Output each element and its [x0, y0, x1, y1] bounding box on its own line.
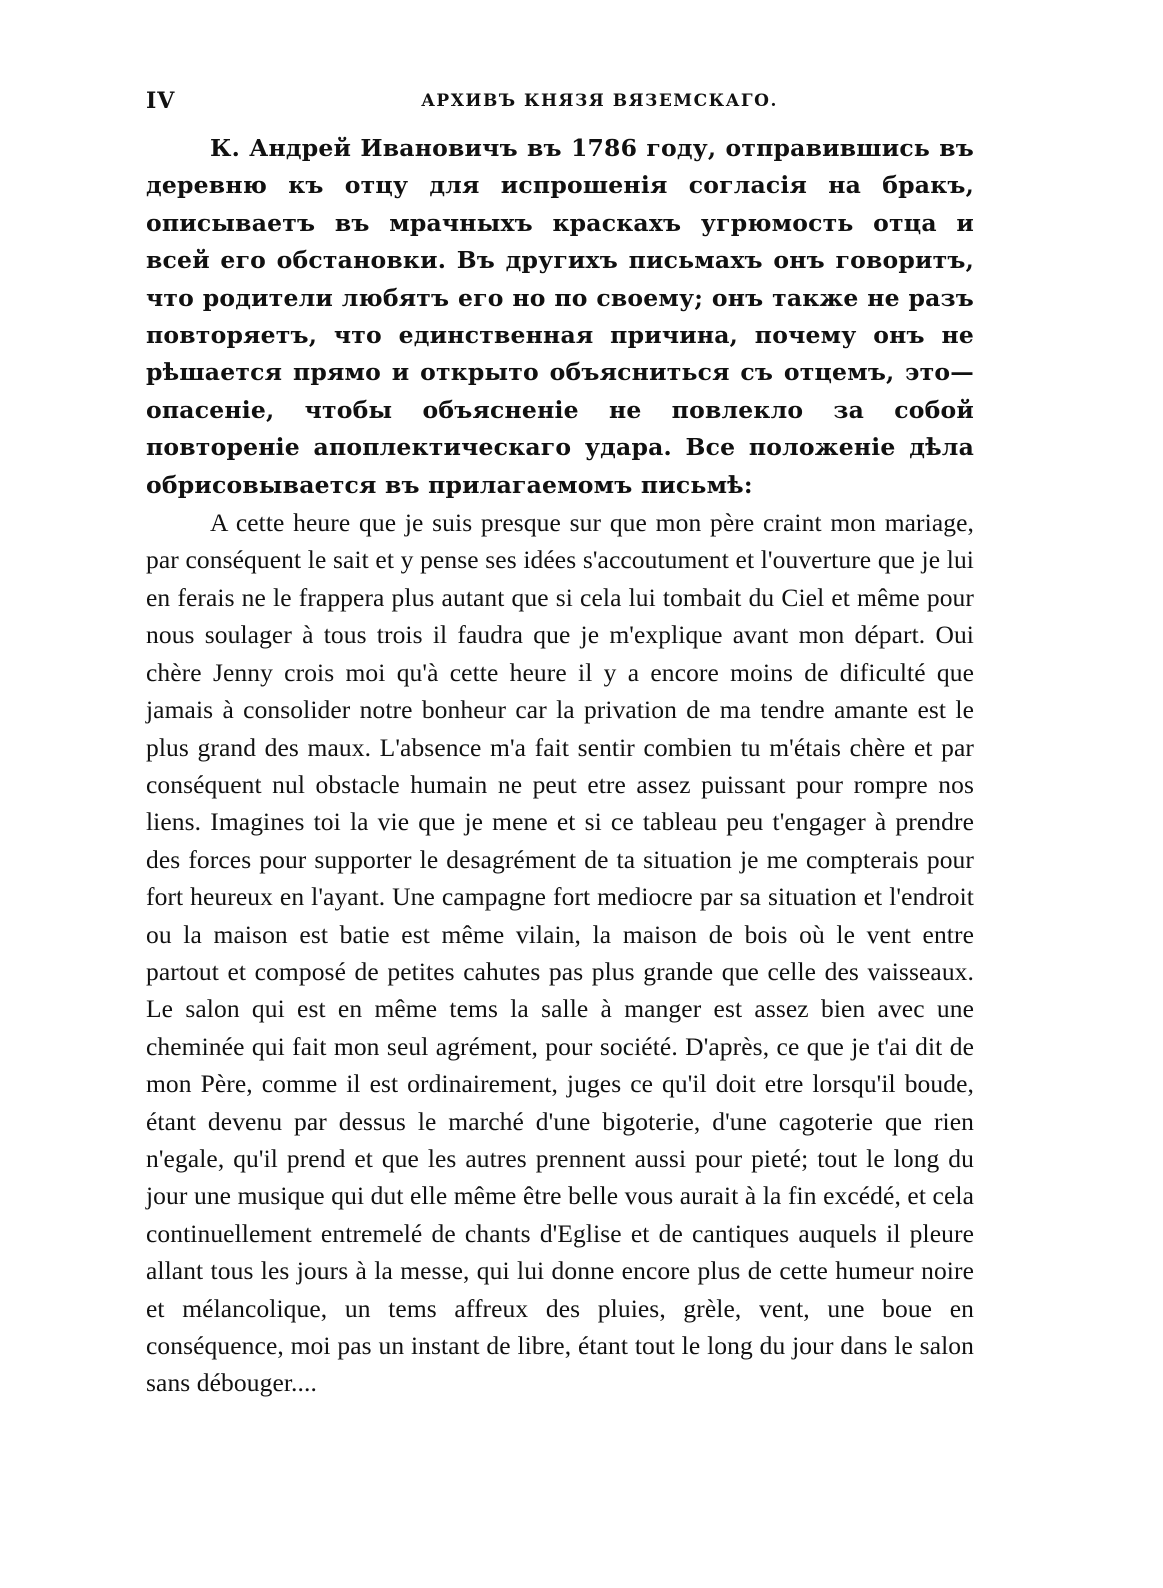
running-head: АРХИВЪ КНЯЗЯ ВЯЗЕМСКАГО.	[421, 91, 778, 111]
paragraph-french-letter: A cette heure que je suis presque sur que mon père craint mon mariage, par conséquent le sait et y pense ses idées s'accoutument et l'ouverture que je lui en ferais ne le frappera plus autant que si cela lui tombait du Ciel et même pour nous soulager à tous trois il faudra que je m'explique avant mon départ. Oui chère Jenny crois moi qu'à cette heure il y a encore moins de dificulté que jamais à consolider notre bonheur car la privation de ma tendre amante est le plus grand des maux. L'absence m'a fait sentir combien tu m'étais chère et par conséquent nul obstacle humain ne peut etre assez puissant pour rompre nos liens. Imagines toi la vie que je mene et si ce tableau peu t'engager à prendre des forces pour supporter le desagrément de ta situation je me compterais pour fort heureux en l'ayant. Une campagne fort mediocre par sa situation et l'endroit ou la maison est batie est même vilain, la maison de bois où le vent entre partout et composé de petites cahutes pas plus grande que celle des vaisseaux. Le salon qui est en même tems la salle à manger est assez bien avec une cheminée qui fait mon seul agrément, pour société. D'après, ce que je t'ai dit de mon Père, comme il est ordinairement, juges ce qu'il doit etre lorsqu'il boude, étant devenu par dessus le marché d'une bigoterie, d'une cagoterie que rien n'egale, qu'il prend et que les autres prennent aussi pour pieté; tout le long du jour une musique qui dut elle même être belle vous aurait à la fin excédé, et cela continuellement entremelé de chants d'Eglise et de cantiques auquels il pleure allant tous les jours à la messe, qui lui donne encore plus de cette humeur noire et mélancolique, un tems affreux des pluies, grèle, vent, une boue en conséquence, moi pas un instant de libre, étant tout le long du jour dans le salon sans débouger....	[146, 508, 974, 1398]
paragraph-russian: К. Андрей Ивановичъ въ 1786 году, отправившись въ деревню къ отцу для испрошенія согласія на бракъ, описываетъ въ мрачныхъ краскахъ угрюмость отца и всей его обстановки. Въ другихъ письмахъ онъ говоритъ, что родители любятъ его но по своему; онъ также не разъ повторяетъ, что единственная причина, почему онъ не рѣшается прямо и открыто объясниться съ отцемъ, это—опасеніе, чтобы объясненіе не повлекло за собой повтореніе апоплектическаго удара. Все положеніе дѣла обрисовывается въ прилагаемомъ письмѣ:	[146, 134, 974, 499]
page-number: IV	[146, 88, 176, 114]
body-text	[146, 130, 974, 1402]
